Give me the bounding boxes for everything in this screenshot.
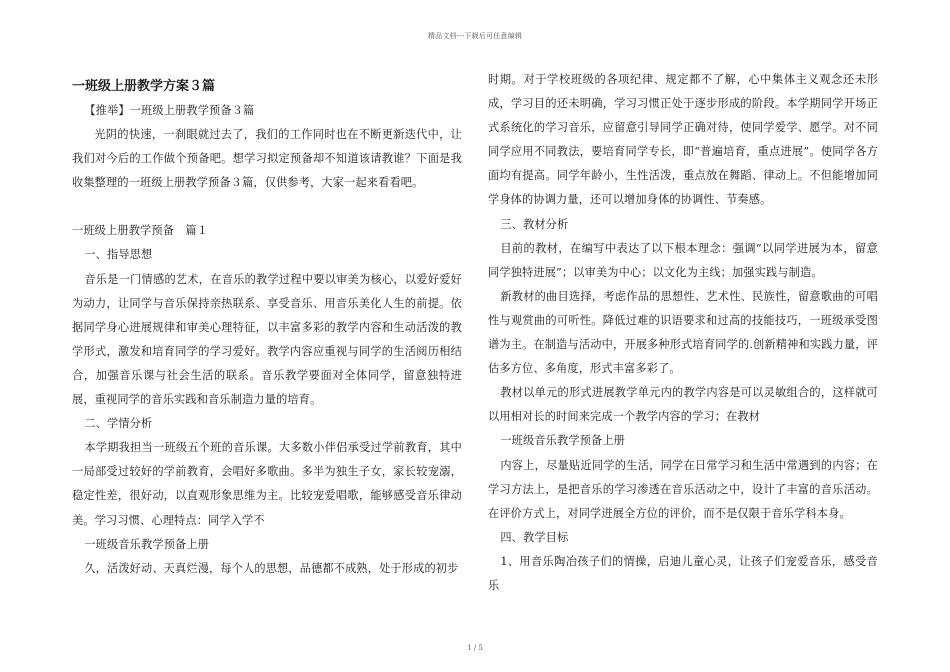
article-title: 一班级上册教学预备 篇１: [72, 224, 209, 238]
goal-item-1: 1、用音乐陶冶孩子们的情操，启迪儿童心灵，让孩子们宠爱音乐，感受音乐: [488, 554, 878, 592]
section-body-2-continued: 久，活泼好动、天真烂漫，每个人的思想，品德都不成熟，处于形成的初步: [84, 561, 459, 575]
recommend-line: 【推举】一班级上册教学预备３篇: [84, 104, 255, 117]
section-heading-4: 四、教学目标: [500, 530, 569, 544]
section-heading-2: 二、学情分析: [84, 417, 153, 431]
paragraph-content: 内容上，尽量贴近同学的生活，同学在日常学习和生活中常遇到的内容；在学习方法上，是把音乐的学习渗透在音乐活动之中，设计了丰富的音乐活动。在评价方式上，对同学进展全方位的评价，而不是仅限于音乐学科本身。: [488, 458, 878, 520]
document-title: 一班级上册教学方案３篇: [72, 79, 216, 94]
section-body-2: 本学期我担当一班级五个班的音乐课。大多数小伴侣承受过学前教育，其中一局部受过较好的学前教育，会唱好多歌曲。多半为独生子女，家长较宠溺，稳定性差，很好动，以直观形象思维为主。比较宠爱唱歌，能够感受音乐律动美。学习习惯、心理特点：同学入学不: [72, 441, 462, 527]
intro-paragraph: 光阴的快速，一刹眼就过去了，我们的工作同时也在不断更新迭代中，让我们对今后的工作做个预备吧。想学习拟定预备却不知道该请教谁？下面是我收集整理的一班级上册教学预备３篇，仅供参考，大家一起来看看吧。: [72, 128, 462, 190]
paragraph-units: 教材以单元的形式进展教学单元内的教学内容是可以灵敏组合的，这样就可以用相对长的时间来完成一个教学内容的学习；在教材: [488, 386, 878, 424]
section-heading-3: 三、教材分析: [500, 217, 569, 231]
section-heading-1: 一、指导思想: [84, 248, 153, 262]
blank-line: [72, 195, 462, 219]
paragraph-textbook-concept: 目前的教材，在编写中表达了以下根本理念：强调“以同学进展为本，留意同学独特进展”；以审美为中心；以文化为主线；加强实践与制造。: [488, 241, 878, 279]
paragraph-repertoire: 新教材的曲目选择，考虑作品的思想性、艺术性、民族性，留意歌曲的可唱性与观赏曲的可听性。降低过难的识语要求和过高的技能技巧，一班级承受图谱为主。在制造与活动中，开展多种形式培育同学的.创新精神和实践力量，评估多方位、多角度，形式丰富多彩了。: [488, 289, 878, 376]
right-column: [488, 68, 878, 598]
section-body-1: 音乐是一门情感的艺术，在音乐的教学过程中要以审美为核心，以爱好爱好为动力，让同学与音乐保持亲热联系、享受音乐、用音乐美化人生的前提。依据同学身心进展规律和审美心理特征，以丰富多彩的教学内容和生动活泼的教学形式，激发和培育同学的学习爱好。教学内容应重视与同学的生活阅历相结合，加强音乐课与社会生活的联系。音乐教学要面对全体同学，留意独特进展，重视同学的音乐实践和音乐制造力量的培育。: [72, 272, 462, 407]
page-header: 精品文档---下载后可任意编辑: [427, 32, 523, 40]
page-number: 1 / 5: [467, 644, 483, 652]
left-column: [72, 68, 462, 581]
sub-heading-right: 一班级音乐教学预备上册: [500, 434, 626, 448]
sub-heading-left: 一班级音乐教学预备上册: [84, 537, 210, 551]
paragraph-continued: 时期。对于学校班级的各项纪律、规定都不了解，心中集体主义观念还未形成，学习目的还未明确，学习习惯正处于逐步形成的阶段。本学期同学开场正式系统化的学习音乐，应留意引导同学正确对待，使同学爱学、愿学。对不同同学应用不同教法，要培育同学专长，即“普遍培育，重点进展”。使同学各方面均有提高。同学年龄小，生性活泼，重点放在舞蹈、律动上。不但能增加同学身体的协调力量，还可以增加身体的协调性、节奏感。: [488, 73, 878, 207]
